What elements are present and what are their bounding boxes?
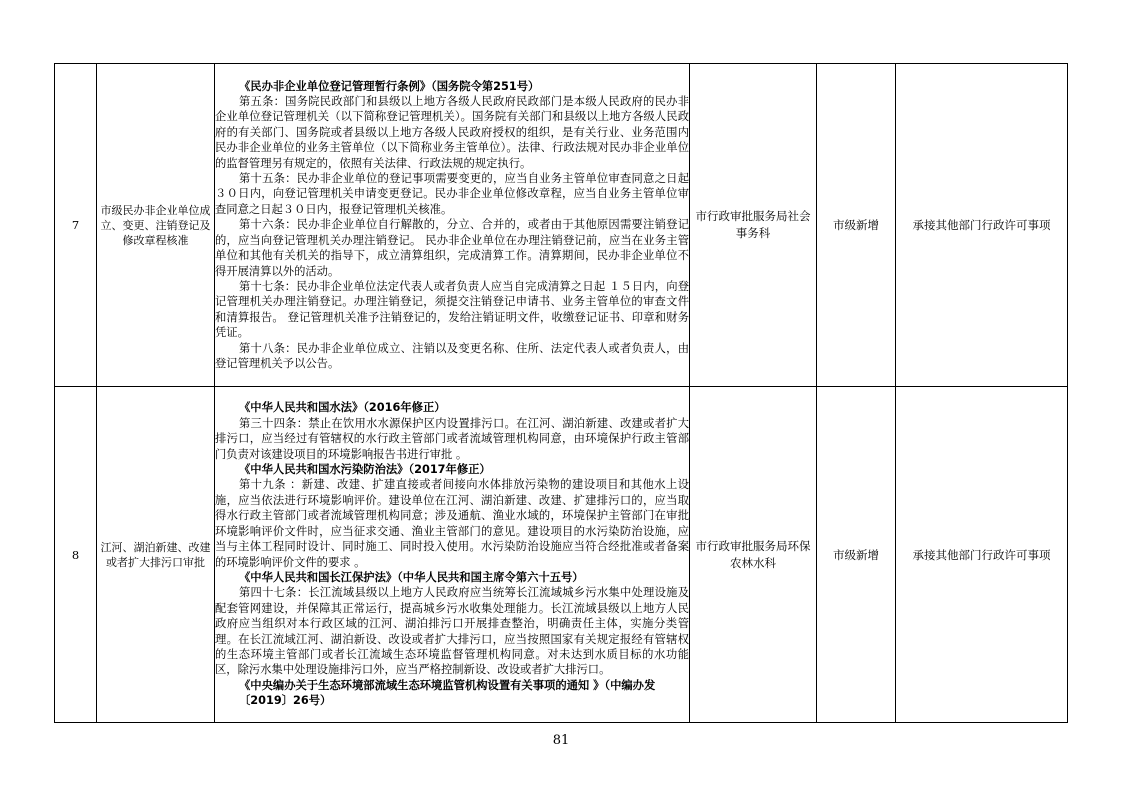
item-number: 8: [55, 387, 97, 723]
page-number: 81: [552, 733, 570, 748]
law-article: 第十八条：民办非企业单位成立、注销以及变更名称、住所、法定代表人或者负责人，由登记管理机关予以公告。: [215, 341, 689, 370]
approval-items-table: [54, 63, 1068, 723]
law-article: 第十九条 ：新建、改建、扩建直接或者间接向水体排放污染物的建设项目和其他水上设施，应当依法进行环境影响评价。建设单位在江河、湖泊新建、改建、扩建排污口的，应当取得水行政主管部门或者流域管理机构同意；涉及通航、渔业水域的，环境保护主管部门在审批环境影响评价文件时，应当征求交通、渔业主管部门的意见。建设项目的水污染防治设施，应当与主体工程同时设计、同时施工、同时投入使用。水污染防治设施应当符合经批准或者备案的环境影响评价文件的要求 。: [215, 478, 689, 569]
table-row: [55, 387, 1068, 723]
law-article: 第四十七条：长江流域县级以上地方人民政府应当统筹长江流域城乡污水集中处理设施及配套管网建设，并保障其正常运行，提高城乡污水收集处理能力。长江流域县级以上地方人民政府应当组织对本行政区域的江河、湖泊排污口开展排查整治，明确责任主体，实施分类管理。在长江流域江河、湖泊新设、改设或者扩大排污口，应当按照国家有关规定报经有管辖权的生态环境主管部门或者长江流域生态环境监督管理机构同意。对未达到水质目标的水功能区，除污水集中处理设施排污口外，应当严格控制新设、改设或者扩大排污口。: [215, 586, 689, 677]
law-title: 《中华人民共和国水法》（2016年修正）: [239, 401, 446, 415]
item-note: 承接其他部门行政许可事项: [896, 387, 1068, 723]
item-number: 7: [55, 64, 97, 387]
item-name: 市级民办非企业单位成立、变更、注销登记及修改章程核准: [97, 64, 215, 387]
item-type: 市级新增: [817, 64, 896, 387]
implementing-department: 市行政审批服务局社会事务科: [690, 64, 817, 387]
law-article: 第十七条：民办非企业单位法定代表人或者负责人应当自完成清算之日起 １５日内，向登记管理机关办理注销登记。办理注销登记，须提交注销登记申请书、业务主管单位的审查文件和清算报告。 登记管理机关准予注销登记的，发给注销证明文件，收缴登记证书、印章和财务凭证。: [215, 279, 689, 340]
law-title: 《民办非企业单位登记管理暂行条例》（国务院令第251号）: [239, 79, 540, 93]
law-article: 第十五条：民办非企业单位的登记事项需要变更的，应当自业务主管单位审查同意之日起３０日内，向登记管理机关申请变更登记。民办非企业单位修改章程，应当自业务主管单位审查同意之日起３０日内，报登记管理机关核准。: [215, 172, 689, 216]
legal-basis-cell: [215, 387, 690, 723]
item-name: 江河、湖泊新建、改建或者扩大排污口审批: [97, 387, 215, 723]
law-article: 第五条：国务院民政部门和县级以上地方各级人民政府民政部门是本级人民政府的民办非企业单位登记管理机关（以下简称登记管理机关）。国务院有关部门和县级以上地方各级人民政府的有关部门、国务院或者县级以上地方各级人民政府授权的组织，是有关行业、业务范围内民办非企业单位的业务主管单位（以下简称业务主管单位）。法律、行政法规对民办非企业单位的监督管理另有规定的，依照有关法律、行政法规的规定执行。: [215, 95, 689, 170]
table-row: [55, 64, 1068, 387]
implementing-department: 市行政审批服务局环保农林水科: [690, 387, 817, 723]
item-note: 承接其他部门行政许可事项: [896, 64, 1068, 387]
law-article: 第三十四条：禁止在饮用水水源保护区内设置排污口。在江河、湖泊新建、改建或者扩大排污口，应当经过有管辖权的水行政主管部门或者流域管理机构同意，由环境保护行政主管部门负责对该建设项目的环境影响报告书进行审批 。: [215, 416, 689, 461]
law-title: 《中华人民共和国长江保护法》（中华人民共和国主席令第六十五号）: [239, 570, 584, 584]
law-title: 《中央编办关于生态环境部流域生态环境监管机构设置有关事项的通知 》（中编办发〔2019〕26号）: [239, 678, 656, 708]
item-type: 市级新增: [817, 387, 896, 723]
law-title: 《中华人民共和国水污染防治法》（2017年修正）: [239, 463, 491, 477]
law-article: 第十六条：民办非企业单位自行解散的，分立、合并的，或者由于其他原因需要注销登记的，应当向登记管理机关办理注销登记。 民办非企业单位在办理注销登记前，应当在业务主管单位和其他有关机关的指导下，成立清算组织，完成清算工作。清算期间，民办非企业单位不得开展清算以外的活动。: [215, 218, 689, 278]
legal-basis-cell: [215, 64, 690, 387]
